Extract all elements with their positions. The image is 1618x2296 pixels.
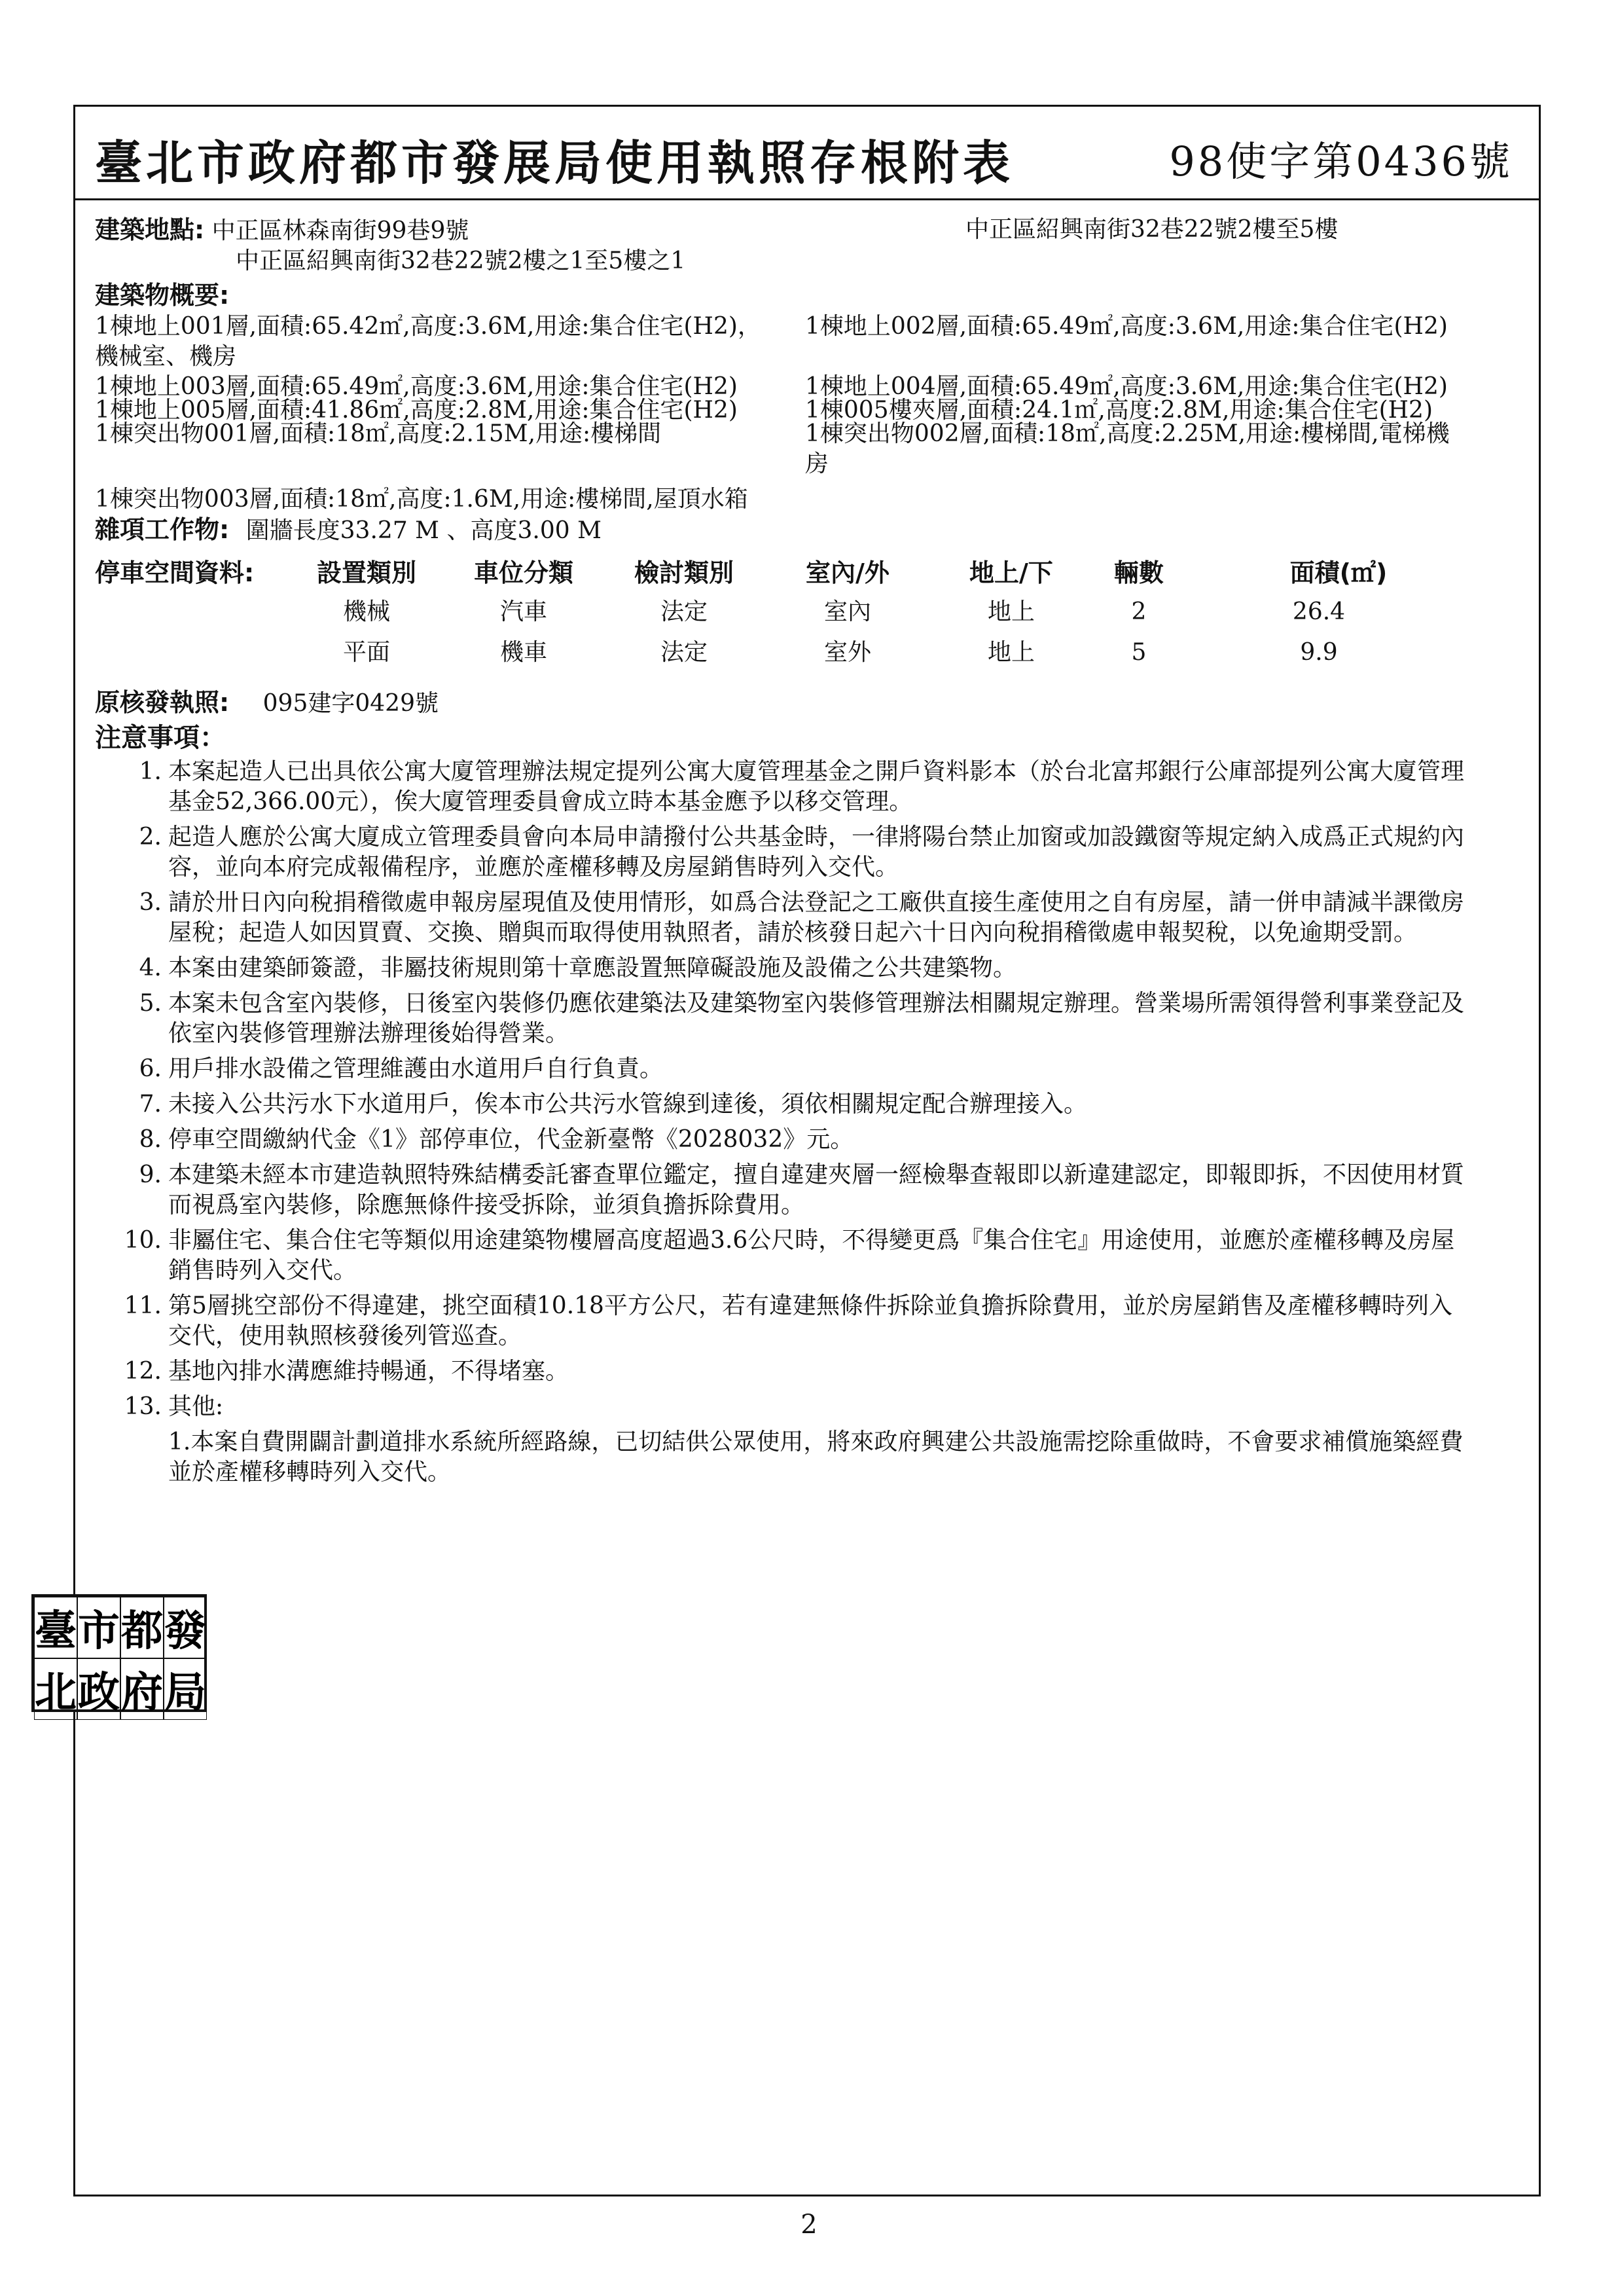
- original-permit-row: [95, 687, 1519, 719]
- seal-char: 都: [120, 1597, 164, 1658]
- location-line2: 中正區紹興南街32巷22號2樓之1至5樓之1: [236, 247, 686, 274]
- notes-heading: 注意事項：: [95, 723, 226, 753]
- document-title: 臺北市政府都市發展局使用執照存根附表: [95, 136, 1015, 191]
- note-item: 9. 本建築未經本市建造執照特殊結構委託審查單位鑑定，擅自違建夾層一經檢舉查報即以新違建認定，即報即拆，不因使用材質而視爲室內裝修，除應無條件接受拆除，並須負擔拆除費用。: [139, 1161, 1465, 1218]
- overview-row-5: 1棟突出物003層,面積:18㎡,高度:1.6M,用途:樓梯間,屋頂水箱: [95, 486, 748, 513]
- parking-col-header: 地上/下: [969, 558, 1053, 587]
- note-item: 5. 本案未包含室內裝修，日後室內裝修仍應依建築法及建築物室內裝修管理辦法相關規定辦理。營業場所需領得營利事業登記及依室內裝修管理辦法辦理後始得營業。: [139, 990, 1465, 1047]
- note-item: 13. 其他:: [124, 1393, 224, 1420]
- overview-label: 建築物概要:: [95, 281, 230, 310]
- note-item: 10. 非屬住宅、集合住宅等類似用途建築物樓層高度超過3.6公尺時，不得變更爲『集合住宅』用途使用，並應於產權移轉及房屋銷售時列入交代。: [124, 1227, 1455, 1284]
- note-item: 11. 第5層挑空部份不得違建，挑空面積10.18平方公尺，若有違建無條件拆除並負擔拆除費用，並於房屋銷售及產權移轉時列入交代，使用執照核發後列管巡查。: [124, 1292, 1452, 1349]
- parking-col-header: 設置類別: [316, 558, 416, 587]
- note-item: 3. 請於卅日內向稅捐稽徵處申報房屋現值及使用情形，如爲合法登記之工廠供直接生產使用之自有房屋，請一併申請減半課徵房屋稅；起造人如因買賣、交換、贈與而取得使用執照者，請於核發日起六十日內向稅捐稽徵處申報契稅，以免逾期受罰。: [139, 889, 1465, 946]
- note-item: 4. 本案由建築師簽證，非屬技術規則第十章應設置無障礙設施及設備之公共建築物。: [139, 955, 1017, 981]
- parking-col-header: 輛數: [1113, 558, 1164, 587]
- note-item: 2. 起造人應於公寓大廈成立管理委員會向本局申請撥付公共基金時，一律將陽台禁止加窗或加設鐵窗等規定納入成爲正式規約內容，並向本府完成報備程序，並應於產權移轉及房屋銷售時列入交代。: [139, 824, 1465, 881]
- seal-char: 局: [164, 1658, 207, 1720]
- header: [75, 107, 1539, 200]
- original-permit-value: 095建字0429號: [262, 690, 439, 717]
- notes-list: [95, 757, 1469, 1487]
- overview-row-4: 1棟突出物001層,面積:18㎡,高度:2.15M,用途:樓梯間 1棟突出物002層,面積:18㎡,高度:2.25M,用途:樓梯間,電梯機: [95, 420, 1450, 447]
- document-frame: [73, 105, 1541, 2196]
- note-sub-item: 1.本案自費開闢計劃道排水系統所經路線，已切結供公眾使用，將來政府興建公共設施需挖除重做時，不會要求補償施築經費並於產權移轉時列入交代。: [168, 1429, 1464, 1485]
- parking-col-header: 檢討類別: [634, 558, 734, 587]
- overview-row-1-cont: 機械室、機房: [95, 343, 237, 370]
- seal-char: 政: [77, 1658, 120, 1720]
- parking-row: 平面 機車 法定 室外 地上 5 9.9: [342, 639, 1338, 666]
- misc-works-row: [95, 515, 1519, 546]
- permit-number: 98使字第0436號: [1169, 137, 1513, 185]
- seal-char: 發: [164, 1597, 207, 1658]
- parking-row: 機械 汽車 法定 室內 地上 2 26.4: [342, 598, 1346, 625]
- parking-header-row: [95, 553, 1519, 592]
- overview-row-4-cont: 房: [805, 450, 829, 477]
- seal-char: 臺: [34, 1597, 77, 1658]
- document-body: [95, 215, 1519, 1493]
- parking-col-header: 車位分類: [473, 558, 573, 587]
- official-seal: [31, 1594, 207, 1717]
- note-item: 1. 本案起造人已出具依公寓大廈管理辦法規定提列公寓大廈管理基金之開戶資料影本（於台北富邦銀行公庫部提列公寓大廈管理基金52,366.00元），俟大廈管理委員會成立時本基金應予以移交管理。: [139, 758, 1465, 815]
- seal-char: 市: [77, 1597, 120, 1658]
- location-label: 建築地點:: [95, 215, 205, 244]
- overview-row-1: 1棟地上001層,面積:65.42㎡,高度:3.6M,用途:集合住宅(H2)， 1棟地上002層,面積:65.49㎡,高度:3.6M,用途:集合住宅(H2): [95, 313, 1448, 340]
- note-item: 7. 未接入公共污水下水道用戶，俟本市公共污水管線到達後，須依相關規定配合辦理接入。: [139, 1091, 1088, 1118]
- seal-char: 北: [34, 1658, 77, 1720]
- seal-char: 府: [120, 1658, 164, 1720]
- note-item: 8. 停車空間繳納代金《1》部停車位，代金新臺幣《2028032》元。: [139, 1126, 854, 1153]
- location-line1-left: 中正區林森南街99巷9號: [211, 217, 469, 244]
- page-number: 2: [800, 2210, 818, 2240]
- location-line1-right: 中正區紹興南街32巷22號2樓至5樓: [965, 216, 1339, 243]
- parking-col-header: 室內/外: [806, 558, 890, 587]
- overview-row-2: 1棟地上003層,面積:65.49㎡,高度:3.6M,用途:集合住宅(H2) 1棟地上004層,面積:65.49㎡,高度:3.6M,用途:集合住宅(H2): [95, 373, 1448, 400]
- note-item: 12. 基地內排水溝應維持暢通，不得堵塞。: [124, 1358, 569, 1385]
- parking-label: 停車空間資料:: [95, 558, 255, 587]
- original-permit-label: 原核發執照:: [95, 688, 230, 717]
- parking-col-header: 面積(㎡): [1289, 558, 1388, 587]
- misc-works-label: 雜項工作物:: [95, 515, 230, 544]
- overview-row-3: 1棟地上005層,面積:41.86㎡,高度:2.8M,用途:集合住宅(H2) 1棟005樓夾層,面積:24.1㎡,高度:2.8M,用途:集合住宅(H2): [95, 397, 1433, 424]
- misc-works-value: 圍牆長度33.27 M 、高度3.00 M: [245, 517, 602, 544]
- note-item: 6. 用戶排水設備之管理維護由水道用戶自行負責。: [139, 1055, 664, 1082]
- location-row: [95, 215, 1519, 246]
